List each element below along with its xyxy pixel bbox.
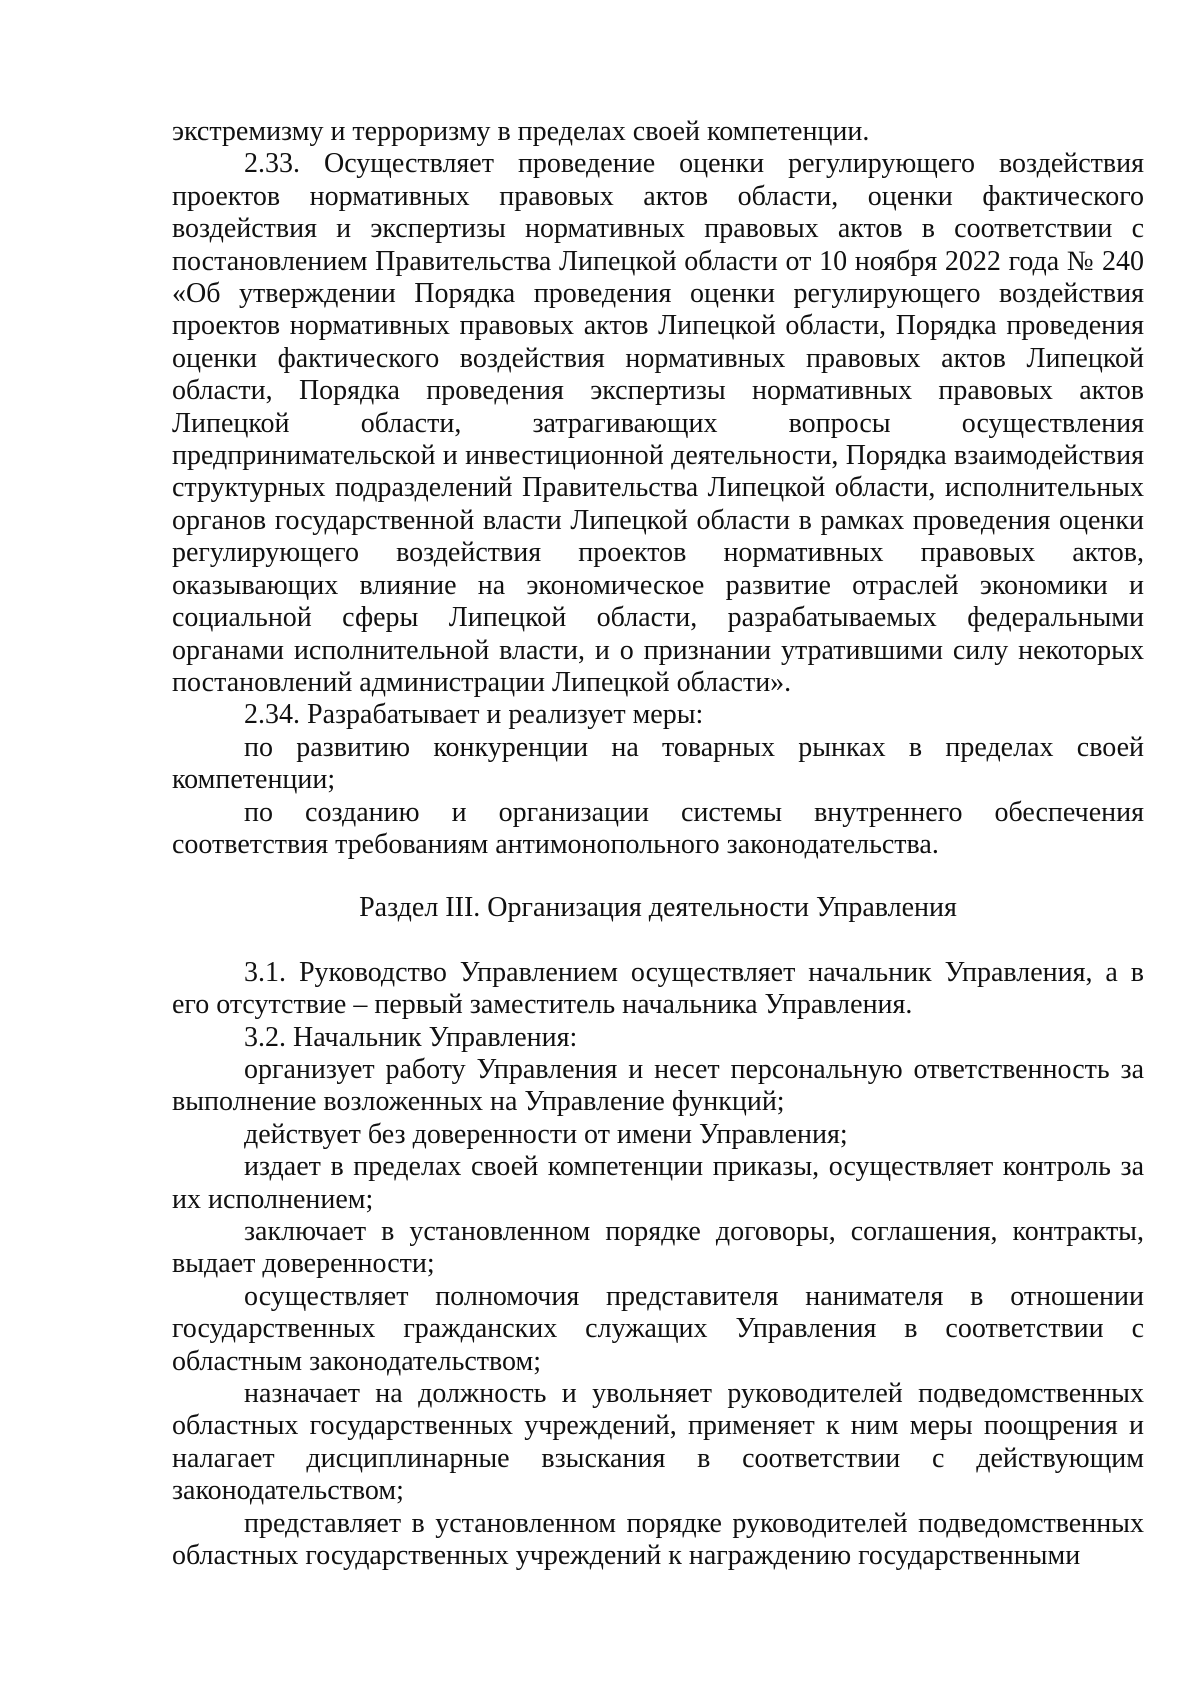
paragraph-2-33: 2.33. Осуществляет проведение оценки регулирующего воздействия проектов нормативных правовых актов области, оценки фактического воздействия и экспертизы нормативных правовых актов в соответствии с постановлением Правительства Липецкой области от 10 ноября 2022 года № 240 «Об утверждении Порядка проведения оценки регулирующего воздействия проектов нормативных правовых актов Липецкой области, Порядка проведения оценки фактического воздействия нормативных правовых актов Липецкой области, Порядка проведения экспертизы нормативных правовых актов Липецкой области, затрагивающих вопросы осуществления предпринимательской и инвестиционной деятельности, Порядка взаимодействия структурных подразделений Правительства Липецкой области, исполнительных органов государственной власти Липецкой области в рамках проведения оценки регулирующего воздействия проектов нормативных правовых актов, оказывающих влияние на экономическое развитие отраслей экономики и социальной сферы Липецкой области, разрабатываемых федеральными органами исполнительной власти, и о признании утратившими силу некоторых постановлений администрации Липецкой области». [172,148,1144,698]
paragraph-competition: по развитию конкуренции на товарных рынках в пределах своей компетенции; [172,731,1144,796]
paragraph-3-2: 3.2. Начальник Управления: [244,1021,578,1053]
paragraph-awards: представляет в установленном порядке руководителей подведомственных областных государственных учреждений к награждению государственными [172,1507,1144,1572]
paragraph-compliance: по созданию и организации системы внутреннего обеспечения соответствия требованиям антимонопольного законодательства. [172,796,1144,860]
paragraph-3-1: 3.1. Руководство Управлением осуществляет начальник Управления, а в его отсутствие – первый заместитель начальника Управления. [172,956,1144,1021]
paragraph-continuation: экстремизму и терроризму в пределах своей компетенции. [172,116,870,147]
document-body [172,116,1144,1572]
paragraph-orders: издает в пределах своей компетенции приказы, осуществляет контроль за их исполнением; [172,1151,1144,1215]
section-heading: Раздел III. Организация деятельности Управления [359,892,957,924]
paragraph-organizes: организует работу Управления и несет персональную ответственность за выполнение возложенных на Управление функций; [172,1053,1144,1118]
paragraph-acts: действует без доверенности от имени Управления; [244,1118,848,1150]
paragraph-2-34: 2.34. Разрабатывает и реализует меры: [244,699,704,731]
paragraph-appoints: назначает на должность и увольняет руководителей подведомственных областных государственных учреждений, применяет к ним меры поощрения и налагает дисциплинарные взыскания в соответствии с действующим законодательством; [172,1378,1144,1507]
paragraph-employer: осуществляет полномочия представителя нанимателя в отношении государственных гражданских служащих Управления в соответствии с областным законодательством; [172,1280,1144,1377]
paragraph-contracts: заключает в установленном порядке договоры, соглашения, контракты, выдает доверенности; [172,1216,1144,1280]
